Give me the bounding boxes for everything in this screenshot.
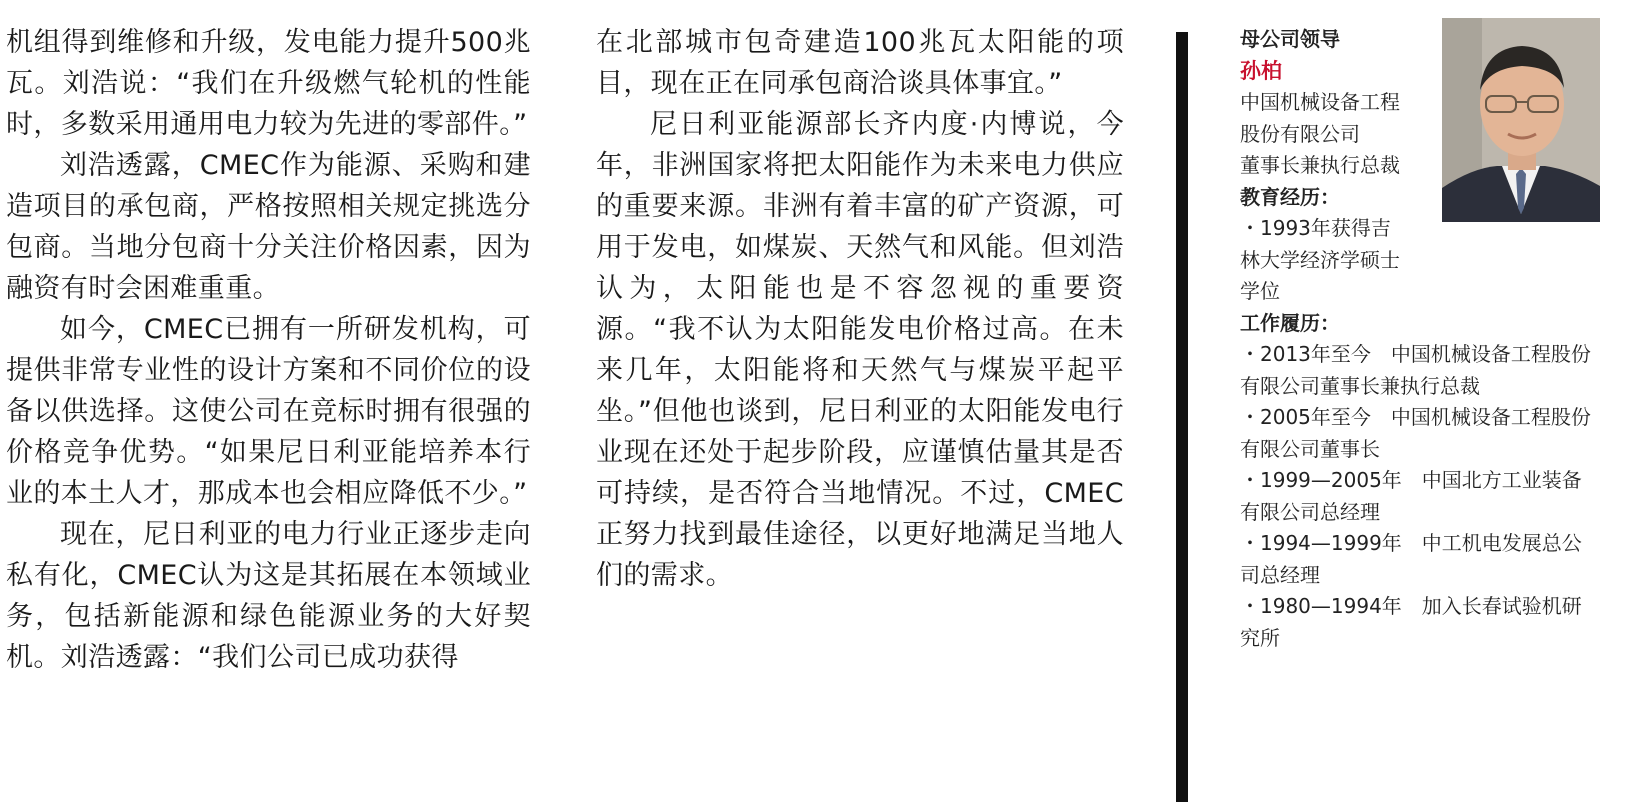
paragraph: 尼日利亚能源部长齐内度·内博说，今年，非洲国家将把太阳能作为未来电力供应的重要来源。非洲有着丰富的矿产资源，可用于发电，如煤炭、天然气和风能。但刘浩认为，太阳能也是不容忽视的重要资源。“我不认为太阳能发电价格过高。在未来几年，太阳能将和天然气与煤炭平起平坐。”但他也谈到，尼日利亚的太阳能发电行业现在还处于起步阶段，应谨慎估量其是否可持续，是否符合当地情况。不过，CMEC正努力找到最佳途径，以更好地满足当地人们的需求。 (596, 109, 1124, 591)
leader-name: 孙柏 (1240, 58, 1282, 83)
education-line: 林大学经济学硕士 (1240, 247, 1400, 272)
work-item: ・2013年至今 中国机械设备工程股份有限公司董事长兼执行总裁 (1240, 342, 1591, 398)
article-column-1 (6, 22, 531, 678)
work-item: ・1980—1994年 加入长春试验机研究所 (1240, 594, 1582, 650)
leader-title-line: 中国机械设备工程 (1240, 90, 1400, 114)
paragraph: 机组得到维修和升级，发电能力提升500兆瓦。刘浩说：“我们在升级燃气轮机的性能时，多数采用通用电力较为先进的零部件。” (6, 27, 531, 140)
article-column-2 (596, 22, 1124, 596)
work-item: ・1999—2005年 中国北方工业装备有限公司总经理 (1240, 468, 1582, 524)
education-line: ・1993年获得吉 (1240, 216, 1391, 240)
column-divider (1176, 32, 1188, 802)
leader-sidebar (1240, 24, 1600, 654)
leader-title-line: 董事长兼执行总裁 (1240, 153, 1400, 177)
education-line: 学位 (1240, 279, 1280, 303)
work-item: ・1994—1999年 中工机电发展总公司总经理 (1240, 531, 1582, 587)
paragraph: 如今，CMEC已拥有一所研发机构，可提供非常专业性的设计方案和不同价位的设备以供选择。这使公司在竞标时拥有很强的价格竞争优势。“如果尼日利亚能培养本行业的本土人才，那成本也会相应降低不少。” (6, 314, 531, 509)
work-item: ・2005年至今 中国机械设备工程股份有限公司董事长 (1240, 405, 1591, 461)
paragraph: 在北部城市包奇建造100兆瓦太阳能的项目，现在正在同承包商洽谈具体事宜。” (596, 27, 1124, 99)
sidebar-heading: 母公司领导 (1240, 27, 1340, 51)
paragraph: 刘浩透露，CMEC作为能源、采购和建造项目的承包商，严格按照相关规定挑选分包商。当地分包商十分关注价格因素，因为融资有时会困难重重。 (6, 150, 531, 304)
paragraph: 现在，尼日利亚的电力行业正逐步走向私有化，CMEC认为这是其拓展在本领域业务，包括新能源和绿色能源业务的大好契机。刘浩透露：“我们公司已成功获得 (6, 519, 531, 673)
leader-title-line: 股份有限公司 (1240, 121, 1360, 146)
education-label: 教育经历： (1240, 184, 1340, 209)
work-label: 工作履历： (1240, 310, 1340, 335)
